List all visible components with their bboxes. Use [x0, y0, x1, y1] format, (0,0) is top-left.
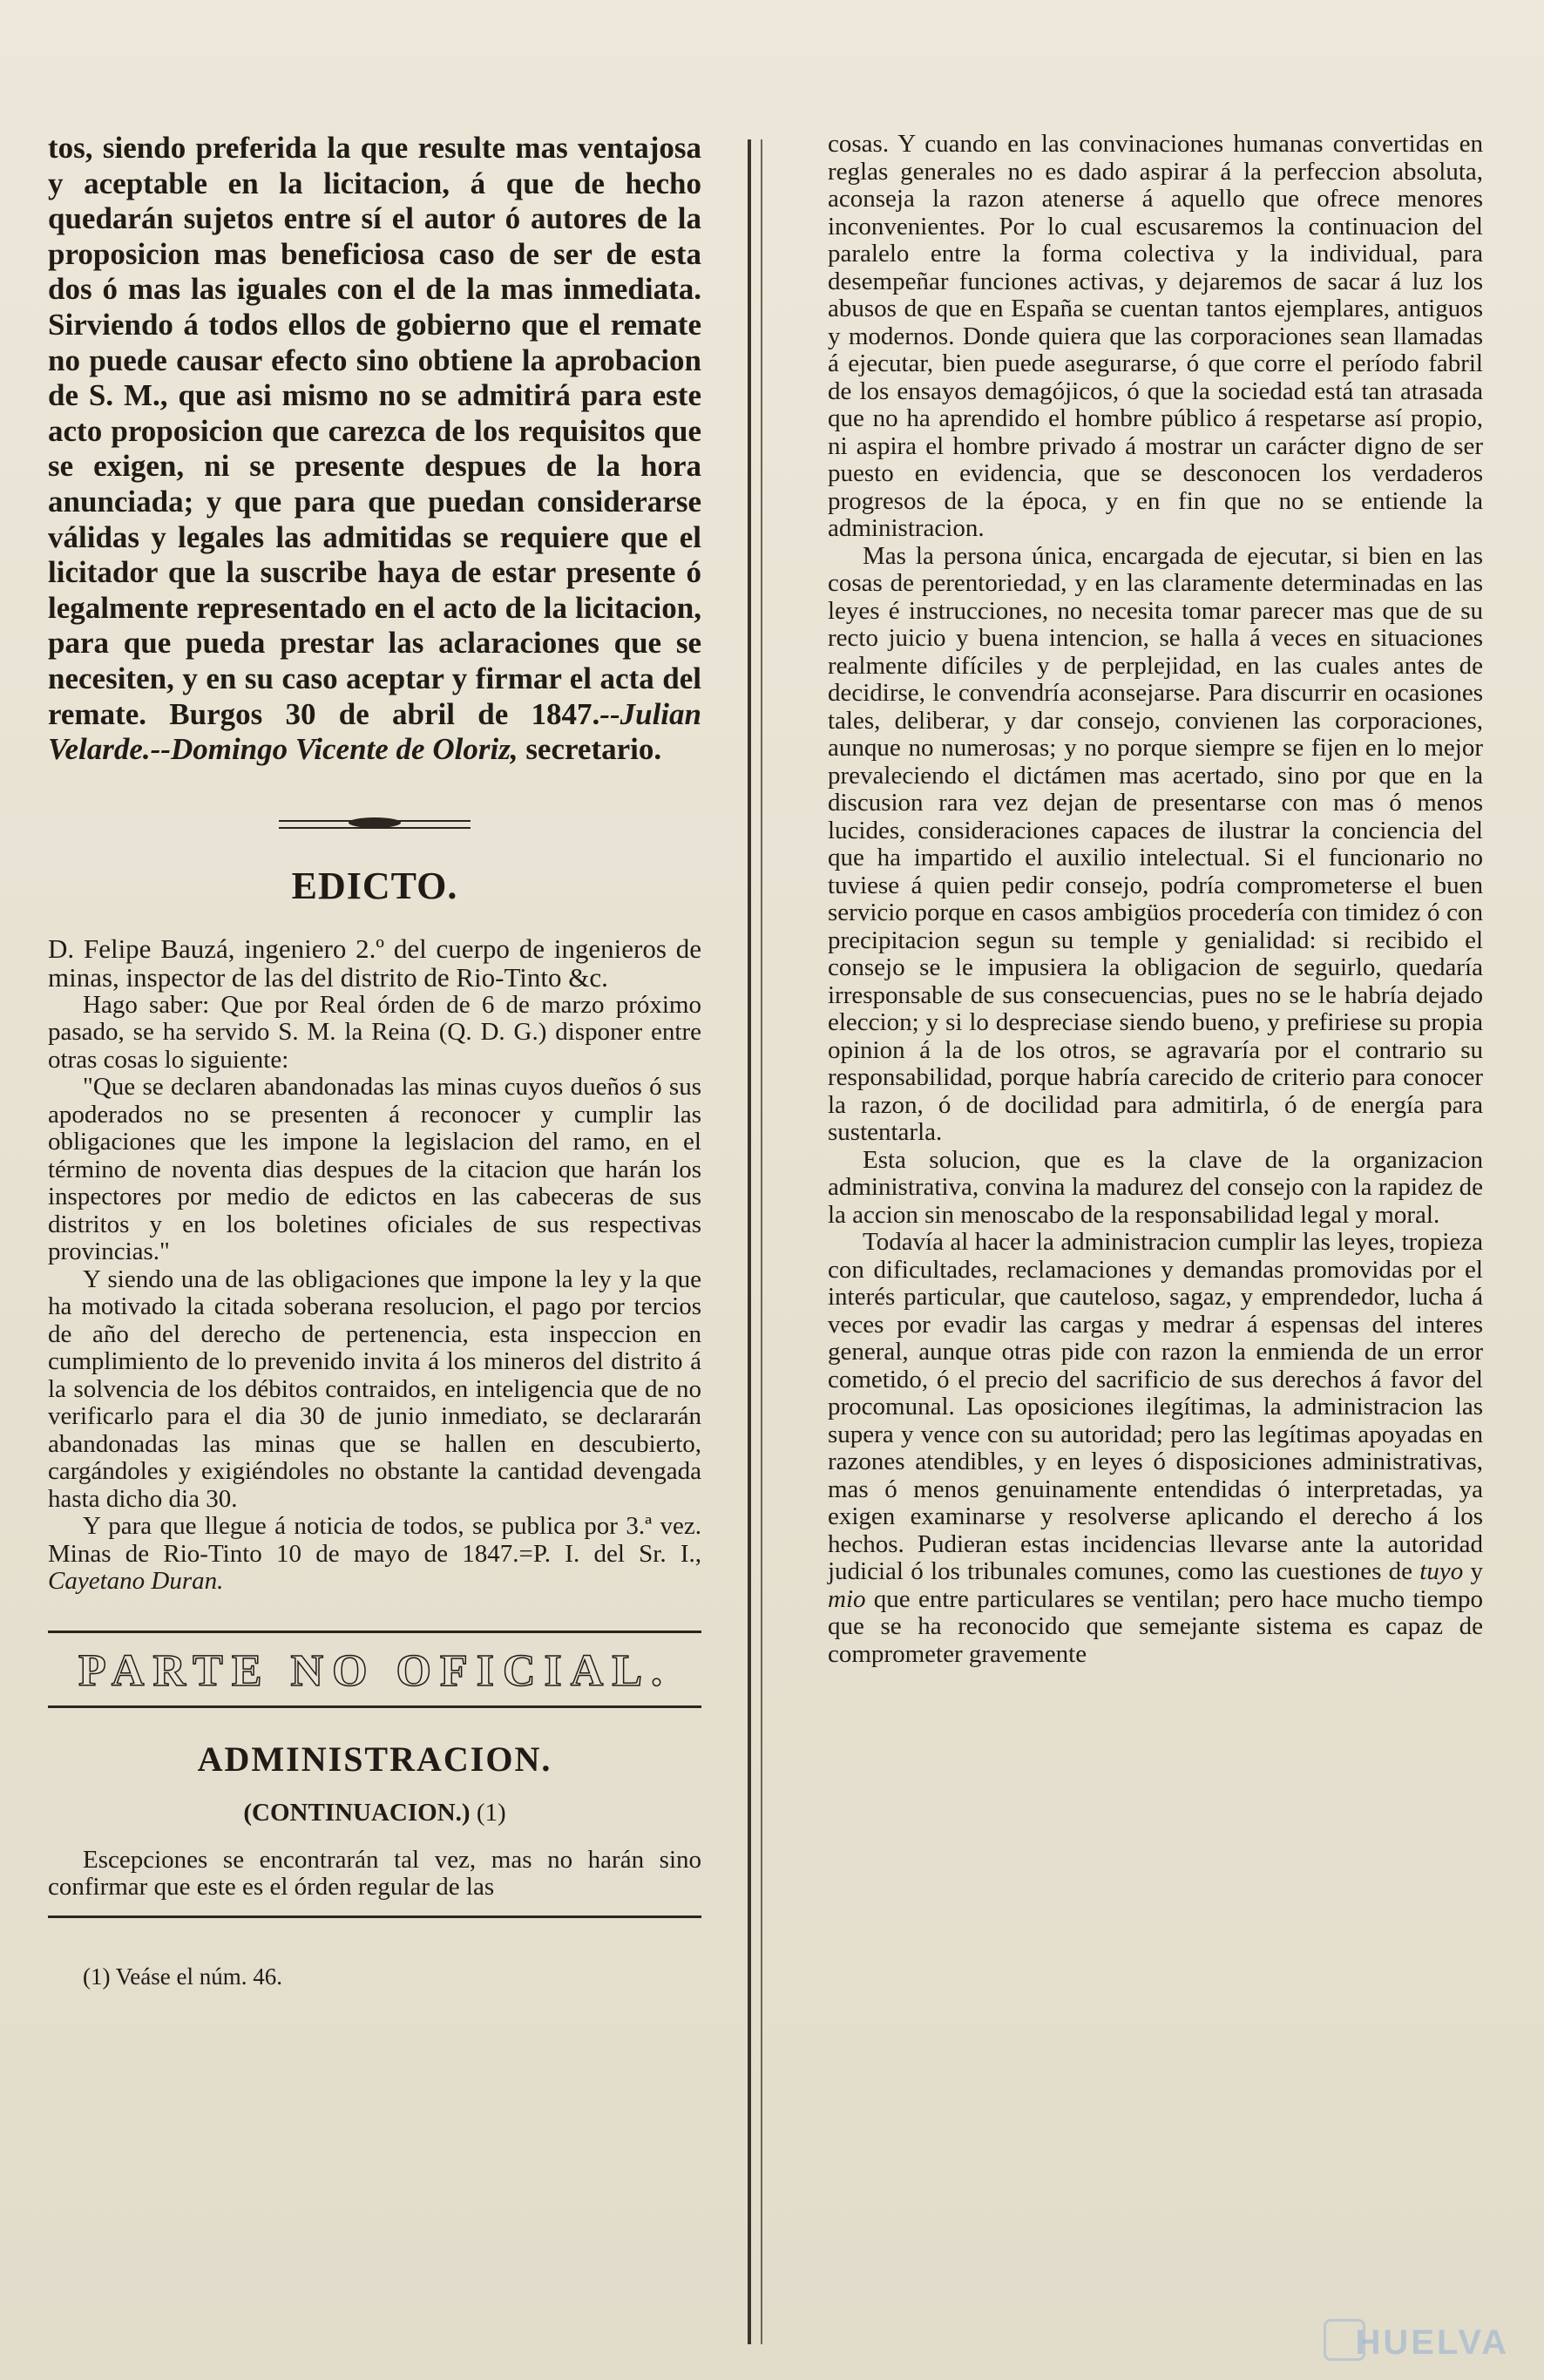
signatures: --Julian Velarde.--Domingo Vicente de Oloriz, [48, 696, 701, 767]
edicto-quote: "Que se declaren abandonadas las minas cuyos dueños ó sus apoderados no se presenten á reconocer y cumplir las obligaciones que les impone la legislacion del ramo, en el término de noventa dias despues de la citacion que harán los inspectores por medio de edictos en las cabeceras de sus distritos y en los boletines oficiales de sus respectivas provincias." [48, 1073, 701, 1266]
article-paragraph-4: Todavía al hacer la administracion cumplir las leyes, tropieza con dificultades, reclamaciones y demandas promovidas por el interés particular, que cauteloso, sagaz, y emprendedor, lucha á veces por evadir las cargas y medrar á espensas del interes general, aunque otras pide con razon la enmienda de un error cometido, ó el precio del sacrificio de sus derechos á favor del procomunal. Las oposiciones ilegítimas, la administracion las supera y vence con su autoridad; pero las legítimas apoyadas en razones atendibles, y en leyes ó disposiciones administrativas, mas ó menos genuinamente entendidas ó interpretadas, ya exigen examinarse y resolverse aplicando el derecho á los hechos. Pudieran estas incidencias llevarse ante la autoridad judicial ó los tribunales comunes, como las cuestiones de tuyo y mio que entre particulares se ventilan; pero hace mucho tiempo que se ha reconocido que semejante sistema es capaz de comprometer gravemente [828, 1228, 1484, 1668]
edicto-paragraph-1: Hago saber: Que por Real órden de 6 de marzo próximo pasado, se ha servido S. M. la Reina (Q. D. G.) disponer entre otras cosas lo siguiente: [48, 990, 701, 1074]
article-paragraph-3: Esta solucion, que es la clave de la organizacion administrativa, convina la madurez del consejo con la rapidez de la accion sin menoscabo de la responsabilidad legal y moral. [828, 1145, 1483, 1229]
right-column [828, 131, 1483, 1668]
left-column [48, 131, 701, 1990]
auction-notice-ending: tos, siendo preferida la que resulte mas ventajosa y aceptable en la licitacion, á que de hecho quedarán sujetos entre sí el autor ó autores de la proposicion mas beneficiosa caso de ser de esta dos ó mas las iguales con el de la mas inmediata. Sirviendo á todos ellos de gobierno que el remate no puede causar efecto sino obtiene la aprobacion de S. M., que asi mismo no se admitirá para este acto proposicion que carezca de los requisitos que se exigen, ni se presente despues de la hora anunciada; y que para que puedan considerarse válidas y legales las admitidas se requiere que el licitador que la suscribe haya de estar presente ó legalmente representado en el acto de la licitacion, para que pueda prestar las aclaraciones que se necesiten, y en su caso aceptar y firmar el acta del remate. Burgos 30 de abril de 1847.--Julian Velarde.--Domingo Vicente de Oloriz, secretario. [48, 131, 701, 767]
edicto-paragraph-3: Y para que llegue á noticia de todos, se publica por 3.ª vez. Minas de Rio-Tinto 10 de mayo de 1847.=P. I. del Sr. I., Cayetano Duran. [48, 1512, 701, 1596]
edicto-paragraph-2: Y siendo una de las obligaciones que impone la ley y la que ha motivado la citada soberana resolucion, el pago por tercios de año del derecho de pertenencia, esta inspeccion en cumplimiento de lo prevenido invita á los mineros del distrito á la solvencia de los débitos contraidos, en inteligencia que de no verificarlo para el dia 30 de junio inmediato, se declararán abandonadas las minas que se hallen en descubierto, cargándoles y exigiéndoles no obstante la cantidad devengada hasta dicho dia 30. [48, 1265, 701, 1513]
edicto-heading: EDICTO. [291, 864, 458, 907]
signature-role: secretario. [518, 732, 662, 767]
ornament-divider [279, 820, 471, 829]
continuation-label: (CONTINUACION.) (1) [243, 1798, 506, 1827]
edicto-intro: D. Felipe Bauzá, ingeniero 2.º del cuerpo de ingenieros de minas, inspector de las del distrito de Rio-Tinto &c. [48, 932, 701, 993]
article-start: Escepciones se encontrarán tal vez, mas no harán sino confirmar que este es el órden regular de las [48, 1845, 701, 1902]
parte-no-oficial-banner: PARTE NO OFICIAL. [48, 1631, 701, 1708]
footnote: (1) Veáse el núm. 46. [83, 1963, 282, 1990]
article-paragraph-2: Mas la persona única, encargada de ejecutar, si bien en las cosas de perentoriedad, y en las claramente determinadas en las leyes é instrucciones, no necesita tomar parecer mas que de su recto juicio y buena intencion, se halla á veces en situaciones realmente difíciles y de perplejidad, en las cuales antes de decidirse, le convendría aconsejarse. Para discurrir en ocasiones tales, deliberar, y dar consejo, convienen las corporaciones, aunque no numerosas; y no porque siempre se fijen en lo mejor prevaleciendo el dictámen mas acertado, sino por que en la discusion rara vez dejan de presentarse con mas ó menos lucides, consideraciones capaces de ilustrar la conciencia del que ha impartido el auxilio intelectual. Si el funcionario no tuviese á quien pedir consejo, podría comprometerse el buen servicio porque en casos ambigüos procedería con timidez ó con precipitacion segun su temple y genialidad: si recibido el consejo se le impusiera la obligacion de seguirlo, quedaría irresponsable de sus consecuencias, pues no se le habría dejado eleccion; y si lo despreciase siendo bueno, y prefiriese su propia opinion á la de los otros, se agravaría por el contrario su responsabilidad, porque habría carecido de criterio para conocer la razon, ó de docilidad para admitirla, ó de energía para sustentarla. [828, 541, 1483, 1146]
footnote-rule [48, 1916, 701, 1918]
column-divider-thin [761, 139, 762, 2344]
section-title: ADMINISTRACION. [197, 1739, 552, 1779]
column-divider [748, 139, 751, 2344]
footnote-ref: (1) [476, 1798, 506, 1827]
article-paragraph-1: cosas. Y cuando en las convinaciones humanas convertidas en reglas generales no es dado aspirar á la perfeccion absoluta, aconseja la razon atenerse á aquello que ofrece menores inconvenientes. Por lo cual escusaremos la continuacion del paralelo entre la forma colectiva y la individual, para desempeñar funciones activas, y dejaremos de sacar á luz los abusos de que en España se cuentan tantos ejemplares, antiguos y modernos. Donde quiera que las corporaciones sean llamadas á ejecutar, bien puede asegurarse, ó que corre el período fabril de los ensayos demagójicos, ó que la sociedad está tan atrasada que no ha aprendido el hombre público á respetarse así propio, ni aspira el hombre privado á mostrar un carácter digno de ser puesto en evidencia, que se desconocen los verdaderos progresos de la época, y en fin que no se entiende la administracion. [828, 130, 1483, 542]
watermark: HUELVA [1355, 2323, 1509, 2362]
edicto-signer: Cayetano Duran. [48, 1567, 224, 1596]
